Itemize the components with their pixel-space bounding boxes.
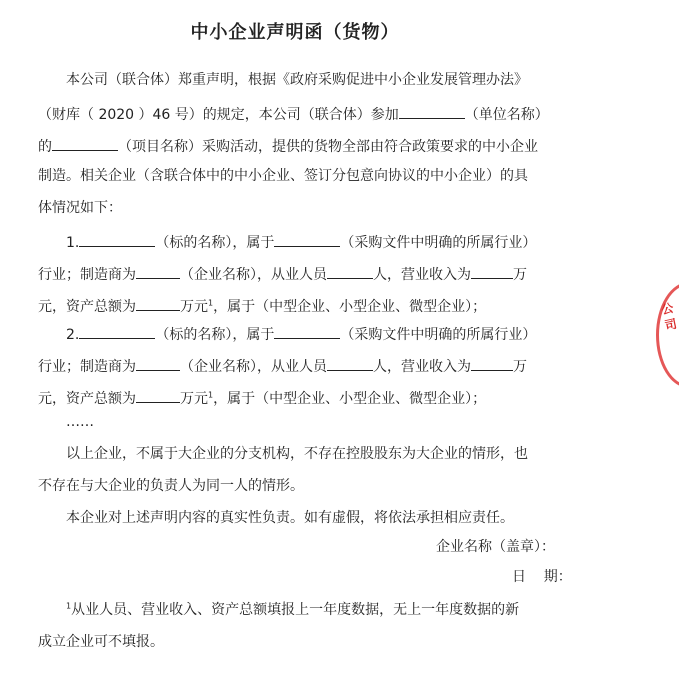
item-1-subject-blank bbox=[79, 230, 155, 247]
item-2-line-1: 2. （标的名称），属于 （采购文件中明确的所属行业） bbox=[66, 322, 626, 345]
intro-line-1: 本公司（联合体）郑重声明，根据《政府采购促进中小企业发展管理办法》 bbox=[66, 72, 528, 88]
footnote-line-2: 成立企业可不填报。 bbox=[38, 634, 164, 650]
item-1-line-2: 行业；制造商为 （企业名称），从业人员 人，营业收入为 万 bbox=[38, 262, 598, 285]
intro-line-2: （财库（ 2020 ）46 号）的规定，本公司（联合体）参加 （单位名称） bbox=[38, 102, 598, 125]
date-label: 日 期： bbox=[512, 569, 572, 585]
item-1-line-1: 1. （标的名称），属于 （采购文件中明确的所属行业） bbox=[66, 230, 626, 253]
project-name-blank bbox=[52, 134, 118, 151]
item-1-industry-blank bbox=[274, 230, 340, 247]
item-2-line-2: 行业；制造商为 （企业名称），从业人员 人，营业收入为 万 bbox=[38, 354, 598, 377]
seal-text: 公司 bbox=[660, 300, 679, 333]
footnote-line-1: $^1$从业人员、营业收入、资产总额填报上一年度数据，无上一年度数据的新 bbox=[66, 601, 520, 618]
unit-name-blank bbox=[399, 102, 465, 119]
para3: 本企业对上述声明内容的真实性负责。如有虚假，将依法承担相应责任。 bbox=[66, 510, 514, 526]
intro-line-5: 体情况如下： bbox=[38, 200, 122, 216]
document-title: 中小企业声明函（货物） bbox=[190, 22, 400, 43]
intro-line-3: 的 （项目名称）采购活动，提供的货物全部由符合政策要求的中小企业 bbox=[38, 134, 598, 157]
ellipsis: …… bbox=[66, 414, 94, 430]
item-2-line-3: 元，资产总额为 万元$^1$，属于（中型企业、小型企业、微型企业）； bbox=[38, 386, 598, 409]
company-signature-label: 企业名称（盖章）： bbox=[436, 539, 555, 555]
para2-line-1: 以上企业，不属于大企业的分支机构，不存在控股股东为大企业的情形，也 bbox=[66, 446, 528, 462]
para2-line-2: 不存在与大企业的负责人为同一人的情形。 bbox=[38, 478, 304, 494]
item-1-line-3: 元，资产总额为 万元$^1$，属于（中型企业、小型企业、微型企业）； bbox=[38, 294, 598, 317]
item-2-industry-blank bbox=[274, 322, 340, 339]
item-2-subject-blank bbox=[79, 322, 155, 339]
intro-line-4: 制造。相关企业（含联合体中的中小企业、签订分包意向协议的中小企业）的具 bbox=[38, 168, 528, 184]
